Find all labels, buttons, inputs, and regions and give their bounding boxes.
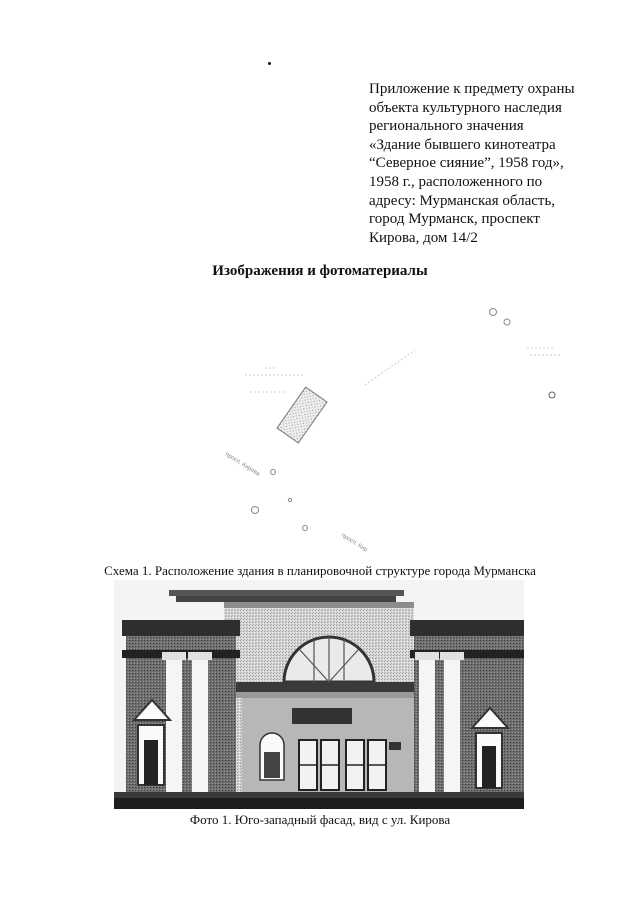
map-marker bbox=[549, 392, 555, 398]
annex-line: Кирова, дом 14/2 bbox=[369, 229, 478, 246]
map-marker bbox=[490, 309, 497, 316]
building-facade-photo bbox=[114, 580, 524, 809]
annex-line: город Мурманск, проспект bbox=[369, 211, 540, 228]
photo-caption: Фото 1. Юго-западный фасад, вид с ул. Кирова bbox=[189, 812, 451, 827]
annex-line: «Здание бывшего кинотеатра bbox=[369, 136, 556, 153]
annex-line: “Северное сияние”, 1958 год», bbox=[369, 155, 564, 172]
map-marker bbox=[288, 498, 291, 501]
section-title: Изображения и фотоматериалы bbox=[212, 263, 428, 279]
location-scheme-map bbox=[215, 300, 575, 562]
street-label: просп. Кирова bbox=[223, 451, 261, 478]
annex-line: адресу: Мурманская область, bbox=[369, 192, 556, 209]
scheme-caption: Схема 1. Расположение здания в планировочной структуре города Мурманска bbox=[104, 563, 536, 578]
street-label: просп. Кир bbox=[339, 532, 369, 554]
map-marker bbox=[303, 526, 308, 531]
annex-line: регионального значения bbox=[369, 118, 524, 135]
annex-line: Приложение к предмету охраны bbox=[369, 81, 575, 97]
annex-note bbox=[369, 80, 599, 247]
map-marker bbox=[252, 507, 259, 514]
scan-speck bbox=[268, 62, 271, 65]
map-marker bbox=[504, 319, 510, 325]
annex-line: объекта культурного наследия bbox=[369, 99, 562, 116]
annex-line: 1958 г., расположенного по bbox=[369, 173, 543, 190]
map-marker bbox=[271, 470, 276, 475]
building-footprint bbox=[277, 387, 327, 443]
